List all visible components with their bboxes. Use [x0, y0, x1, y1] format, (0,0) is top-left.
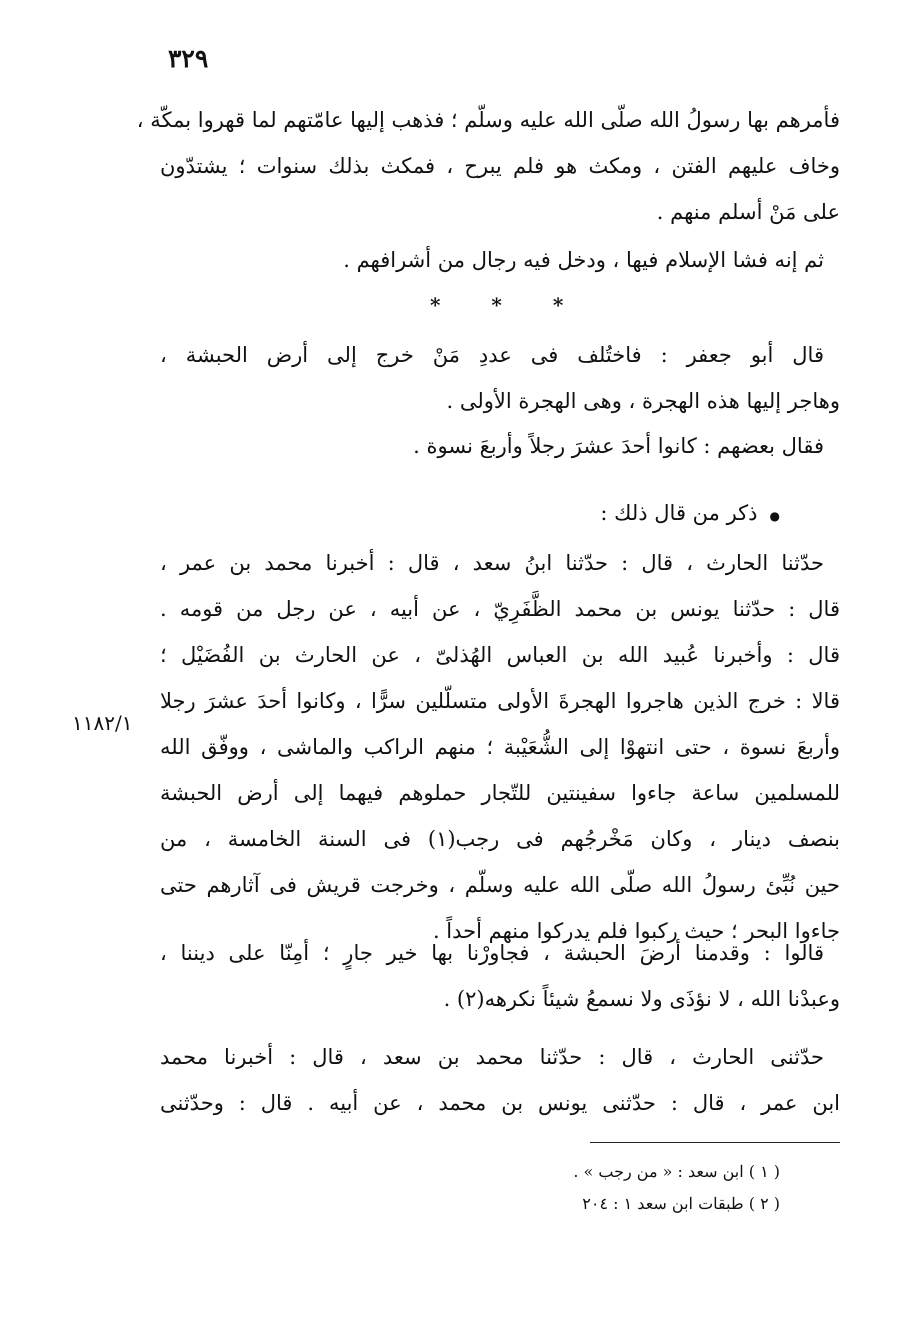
heading-text: ذكر من قال ذلك :	[600, 501, 758, 525]
footnote-divider	[590, 1142, 840, 1143]
text-line: للمسلمين ساعة جاءوا سفينتين للتّجار حملوهم فيهما إلى أرض الحبشة	[160, 781, 840, 805]
margin-reference: ١١٨٢/١	[72, 711, 133, 735]
paragraph-8	[160, 1034, 840, 1126]
paragraph-6	[160, 540, 840, 954]
text-line: ثم إنه فشا الإسلام فيها ، ودخل فيه رجال من أشرافهم .	[343, 248, 824, 272]
text-line: حدّثنى الحارث ، قال : حدّثنا محمد بن سعد ، قال : أخبرنا محمد	[160, 1045, 824, 1069]
paragraph-7	[160, 930, 840, 1022]
text-line: ابن عمر ، قال : حدّثنى يونس بن محمد ، عن أبيه . قال : وحدّثنى	[160, 1091, 840, 1115]
text-line: وعبدْنا الله ، لا نؤذَى ولا نسمعُ شيئاً نكرهه(٢) .	[443, 987, 840, 1011]
text-line: قال : وأخبرنا عُبيد الله بن العباس الهُذلىّ ، عن الحارث بن الفُضَيْل ؛	[160, 643, 840, 667]
paragraph-1	[136, 97, 840, 235]
text-line: جاءوا البحر ؛ حيث ركبوا فلم يدركوا منهم أحداً .	[432, 919, 840, 943]
text-line: وهاجر إليها هذه الهجرة ، وهى الهجرة الأولى .	[446, 389, 840, 413]
text-line: وخاف عليهم الفتن ، ومكث هو فلم يبرح ، فمكث بذلك سنوات ؛ يشتدّون	[160, 154, 840, 178]
paragraph-3	[160, 332, 840, 424]
text-line: وأربعَ نسوة ، حتى انتهوْا إلى الشُّعَيْبة ؛ منهم الراكب والماشى ، ووفّق الله	[160, 735, 840, 759]
section-separator: * * *	[430, 293, 586, 317]
text-line: قالوا : وقدمنا أرضَ الحبشة ، فجاورْنا بها خير جارٍ ؛ أمِنّا على ديننا ،	[160, 941, 824, 965]
text-line: بنصف دينار ، وكان مَخْرجُهم فى رجب(١) فى السنة الخامسة ، من	[160, 827, 840, 851]
footnote-2: ( ٢ ) طبقات ابن سعد ١ : ٢٠٤	[582, 1194, 780, 1213]
footnote-1: ( ١ ) ابن سعد : « من رجب » .	[573, 1162, 780, 1181]
text-line: حدّثنا الحارث ، قال : حدّثنا ابنُ سعد ، قال : أخبرنا محمد بن عمر ،	[160, 551, 824, 575]
footnotes	[480, 1156, 780, 1220]
paragraph-4	[160, 423, 840, 469]
bullet-icon: ●	[769, 509, 780, 523]
page-number: ٣٢٩	[168, 44, 209, 73]
paragraph-2	[160, 237, 840, 283]
text-line: على مَنْ أسلم منهم .	[656, 200, 840, 224]
text-line: قال : حدّثنا يونس بن محمد الظَّفَرِيّ ، عن أبيه ، عن رجل من قومه .	[160, 597, 840, 621]
text-line: فأمرهم بها رسولُ الله صلّى الله عليه وسلّم ؛ فذهب إليها عامّتهم لما قهروا بمكّة ،	[136, 108, 840, 132]
text-line: قالا : خرج الذين هاجروا الهجرةَ الأولى متسلّلين سرًّا ، وكانوا أحدَ عشرَ رجلا	[160, 689, 840, 713]
section-heading	[160, 490, 840, 536]
text-line: فقال بعضهم : كانوا أحدَ عشرَ رجلاً وأربعَ نسوة .	[413, 434, 824, 458]
text-line: قال أبو جعفر : فاختُلف فى عددِ مَنْ خرج إلى أرض الحبشة ،	[160, 343, 824, 367]
text-line: حين نُبِّئ رسولُ الله صلّى الله عليه وسلّم ، وخرجت قريش فى آثارهم حتى	[160, 873, 840, 897]
